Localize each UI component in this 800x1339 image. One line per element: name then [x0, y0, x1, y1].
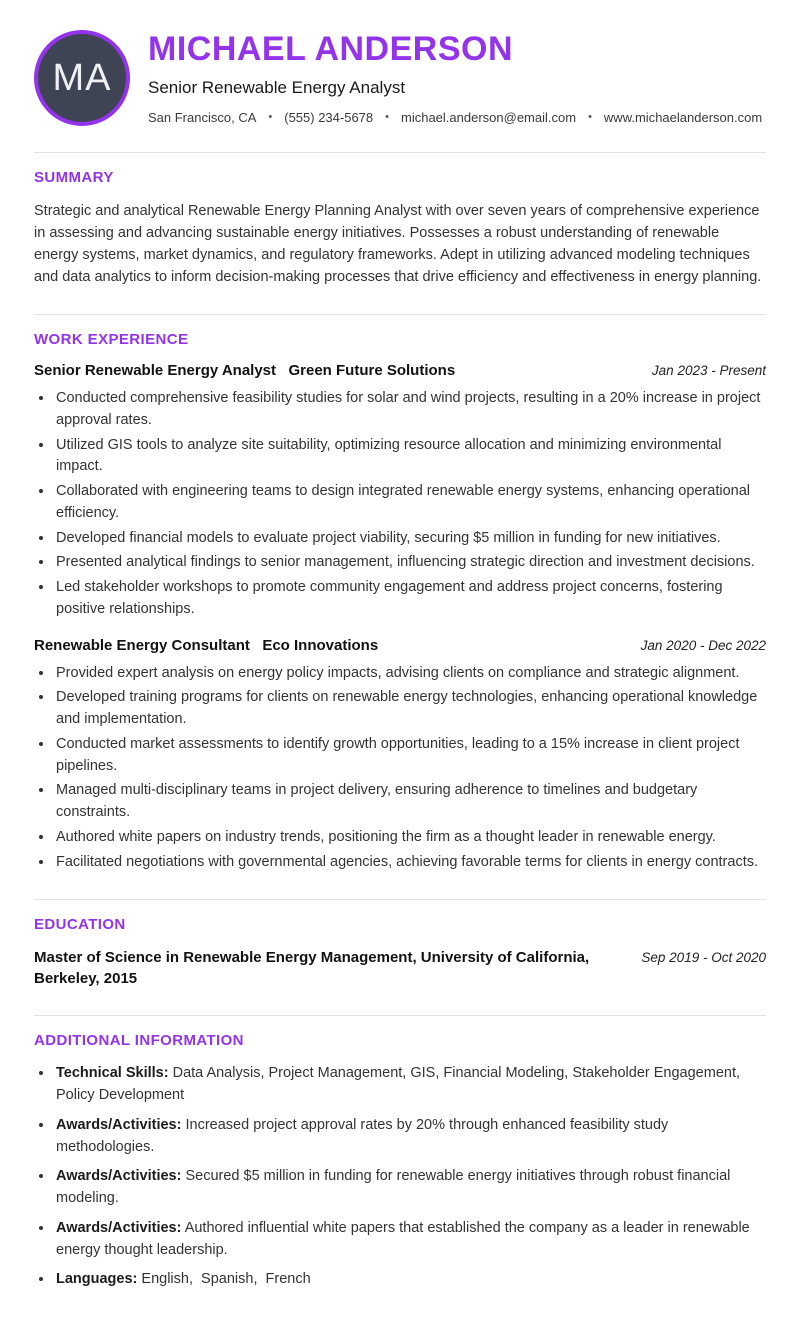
info-text: English, Spanish, French: [141, 1271, 311, 1288]
contact-location: San Francisco, CA: [148, 109, 257, 125]
info-item: [54, 1166, 766, 1210]
info-text: Data Analysis, Project Management, GIS, Financial Modeling, Stakeholder Engagement, Policy Development: [56, 1065, 745, 1104]
contact-phone: (555) 234-5678: [284, 109, 374, 125]
avatar-initials: MA: [52, 56, 112, 99]
summary-section: [34, 152, 766, 288]
job-header: [34, 637, 766, 655]
job-company: Eco Innovations: [262, 636, 379, 654]
info-label: Awards/Activities:: [56, 1219, 182, 1236]
work-experience-section: [34, 314, 766, 873]
separator-dot: •: [385, 111, 389, 124]
education-heading: EDUCATION: [34, 916, 126, 934]
info-item: [54, 1063, 766, 1107]
bullet-item: • Conducted market assessments to identify growth opportunities, leading to a 15% increase in client project pipelines.: [54, 734, 766, 778]
bullet-item: • Authored white papers on industry trends, positioning the firm as a thought leader in renewable energy.: [54, 827, 766, 849]
education-dates: Sep 2019 - Oct 2020: [641, 950, 766, 966]
job-dates: Jan 2023 - Present: [651, 363, 766, 379]
bullet-item: • Provided expert analysis on energy policy impacts, advising clients on compliance and strategic alignment.: [54, 663, 766, 685]
info-label: Languages:: [56, 1271, 138, 1288]
additional-information-section: [34, 1015, 766, 1291]
header-text: [148, 31, 762, 124]
candidate-title: Senior Renewable Energy Analyst: [148, 77, 406, 97]
bullet-item: • Conducted comprehensive feasibility studies for solar and wind projects, resulting in a 20% increase in project approval rates.: [54, 388, 766, 432]
separator-dot: •: [268, 111, 273, 124]
education-degree: Master of Science in Renewable Energy Management, University of California, Berkeley, 2015: [34, 949, 590, 988]
bullet-item: • Developed financial models to evaluate project viability, securing $5 million in funding for new initiatives.: [54, 528, 766, 550]
job-bullet-list: [34, 388, 766, 621]
info-text: Increased project approval rates by 20% through enhanced feasibility study methodologies.: [56, 1116, 673, 1155]
info-text: Authored influential white papers that established the company as a leader in renewable energy thought leadership.: [56, 1219, 754, 1258]
contact-email: michael.anderson@email.com: [401, 109, 577, 125]
info-item: [54, 1269, 766, 1291]
job-title-line: [34, 637, 378, 655]
info-label: Awards/Activities:: [56, 1116, 182, 1133]
job-role: Renewable Energy Consultant: [34, 636, 250, 654]
bullet-item: • Led stakeholder workshops to promote community engagement and address project concerns, fostering positive relationships.: [54, 577, 766, 621]
additional-info-list: [34, 1063, 766, 1291]
job-title-line: [34, 362, 455, 380]
contact-website: www.michaelanderson.com: [603, 109, 763, 125]
job-role: Senior Renewable Energy Analyst: [34, 362, 277, 380]
bullet-item: • Developed training programs for clients on renewable energy technologies, enhancing operational knowledge and implementation.: [54, 687, 766, 731]
info-text: Secured $5 million in funding for renewable energy initiatives through robust financial modeling.: [56, 1168, 735, 1207]
job-entry: [34, 637, 766, 874]
info-label: Awards/Activities:: [56, 1168, 182, 1185]
info-label: Technical Skills:: [56, 1065, 169, 1082]
job-company: Green Future Solutions: [288, 362, 456, 380]
avatar: [34, 30, 130, 126]
job-bullet-list: [34, 663, 766, 874]
summary-text: Strategic and analytical Renewable Energy Planning Analyst with over seven years of comprehensive experience in assessing and advancing sustainable energy initiatives. Possesses a robust understanding of renewable energy systems, market dynamics, and regulatory frameworks. Adept in utilizing advanced modeling techniques and data analytics to inform decision-making processes that drive efficiency and effectiveness in energy planning.: [34, 203, 762, 286]
job-header: [34, 362, 766, 380]
summary-heading: SUMMARY: [34, 169, 114, 186]
additional-information-heading: ADDITIONAL INFORMATION: [34, 1032, 244, 1050]
info-item: [54, 1218, 766, 1262]
bullet-item: • Collaborated with engineering teams to design integrated renewable energy systems, enhancing operational efficiency.: [54, 481, 766, 525]
work-experience-heading: WORK EXPERIENCE: [34, 331, 189, 349]
bullet-item: • Facilitated negotiations with governmental agencies, achieving favorable terms for clients in energy contracts.: [54, 852, 766, 874]
contact-row: [148, 110, 762, 125]
bullet-item: • Utilized GIS tools to analyze site suitability, optimizing resource allocation and minimizing environmental impact.: [54, 435, 766, 479]
job-entry: [34, 362, 766, 621]
info-item: [54, 1115, 766, 1159]
bullet-item: • Managed multi-disciplinary teams in project delivery, ensuring adherence to timelines and budgetary constraints.: [54, 780, 766, 824]
education-section: [34, 899, 766, 989]
job-dates: Jan 2020 - Dec 2022: [640, 637, 766, 653]
bullet-item: • Presented analytical findings to senior management, influencing strategic direction and investment decisions.: [54, 552, 766, 574]
education-entry: [34, 947, 766, 989]
resume-header: [34, 30, 766, 126]
candidate-name: MICHAEL ANDERSON: [148, 30, 514, 69]
separator-dot: •: [588, 111, 592, 124]
